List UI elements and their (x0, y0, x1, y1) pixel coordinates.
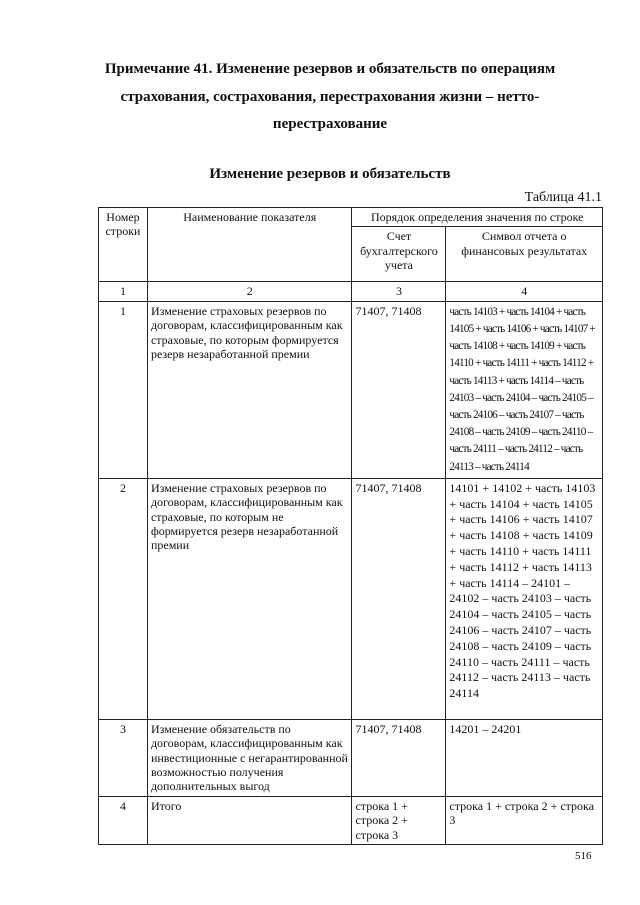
header-symbol: Символ отчета о финансовых результатах (446, 227, 603, 282)
header-indicator-name: Наименование показателя (147, 208, 352, 282)
table-row (99, 796, 603, 844)
indicator-name: Изменение страховых резервов по договорам, классифицированным как страховые, по которым формируется резерв незаработанной премии (147, 301, 352, 478)
table-heading: Изменение резервов и обязательств (209, 166, 451, 182)
header-account: Счет бухгалтерского учета (352, 227, 446, 282)
header-procedure: Порядок определения значения по строке (352, 208, 603, 227)
report-symbol: часть 14103 + часть 14104 + часть 14105 + часть 14106 + часть 14107 + часть 14108 + часть 14109 + часть 14110 + часть 14111 + часть 14112 + часть 14113 + часть 14114 – часть 24103 – часть 24104 – часть 24105 – часть 24106 – часть 24107 – часть 24108 – часть 24109 – часть 24110 – часть 24111 – часть 24112 – часть 24113 – часть 24114 (446, 301, 603, 478)
header-row-number: Номер строки (99, 208, 148, 282)
page-number: 516 (575, 850, 592, 862)
table-row (99, 478, 603, 719)
account-codes: 71407, 71408 (352, 301, 446, 478)
reserves-table (98, 207, 603, 845)
column-number: 2 (147, 282, 352, 301)
column-number-row (99, 282, 603, 301)
table-number: Таблица 41.1 (524, 190, 602, 205)
table-row (99, 719, 603, 796)
row-number: 2 (99, 478, 148, 719)
account-codes: строка 1 + строка 2 + строка 3 (352, 796, 446, 844)
row-number: 4 (99, 796, 148, 844)
indicator-name: Изменение обязательств по договорам, классифицированным как инвестиционные с негарантированной возможностью получения дополнительных выгод (147, 719, 352, 796)
report-symbol: 14101 + 14102 + часть 14103 + часть 14104 + часть 14105 + часть 14106 + часть 14107 + часть 14108 + часть 14109 + часть 14110 + часть 14111 + часть 14112 + часть 14113 + часть 14114 – 24101 – 24102 – часть 24103 – часть 24104 – часть 24105 – часть 24106 – часть 24107 – часть 24108 – часть 24109 – часть 24110 – часть 24111 – часть 24112 – часть 24113 – часть 24114 (446, 478, 603, 719)
table-row (99, 301, 603, 478)
header-row (99, 208, 603, 227)
indicator-name: Итого (147, 796, 352, 844)
column-number: 1 (99, 282, 148, 301)
report-symbol: 14201 – 24201 (446, 719, 603, 796)
report-symbol: строка 1 + строка 2 + строка 3 (446, 796, 603, 844)
row-number: 1 (99, 301, 148, 478)
column-number: 3 (352, 282, 446, 301)
row-number: 3 (99, 719, 148, 796)
account-codes: 71407, 71408 (352, 478, 446, 719)
account-codes: 71407, 71408 (352, 719, 446, 796)
note-title-line-2: страхования, сострахования, перестрахования жизни – нетто- (120, 89, 540, 105)
indicator-name: Изменение страховых резервов по договорам, классифицированным как страховые, по которым не формируется резерв незаработанной премии (147, 478, 352, 719)
note-title-line-3: перестрахование (272, 116, 388, 132)
column-number: 4 (446, 282, 603, 301)
note-title-line-1: Примечание 41. Изменение резервов и обязательств по операциям (104, 61, 556, 77)
